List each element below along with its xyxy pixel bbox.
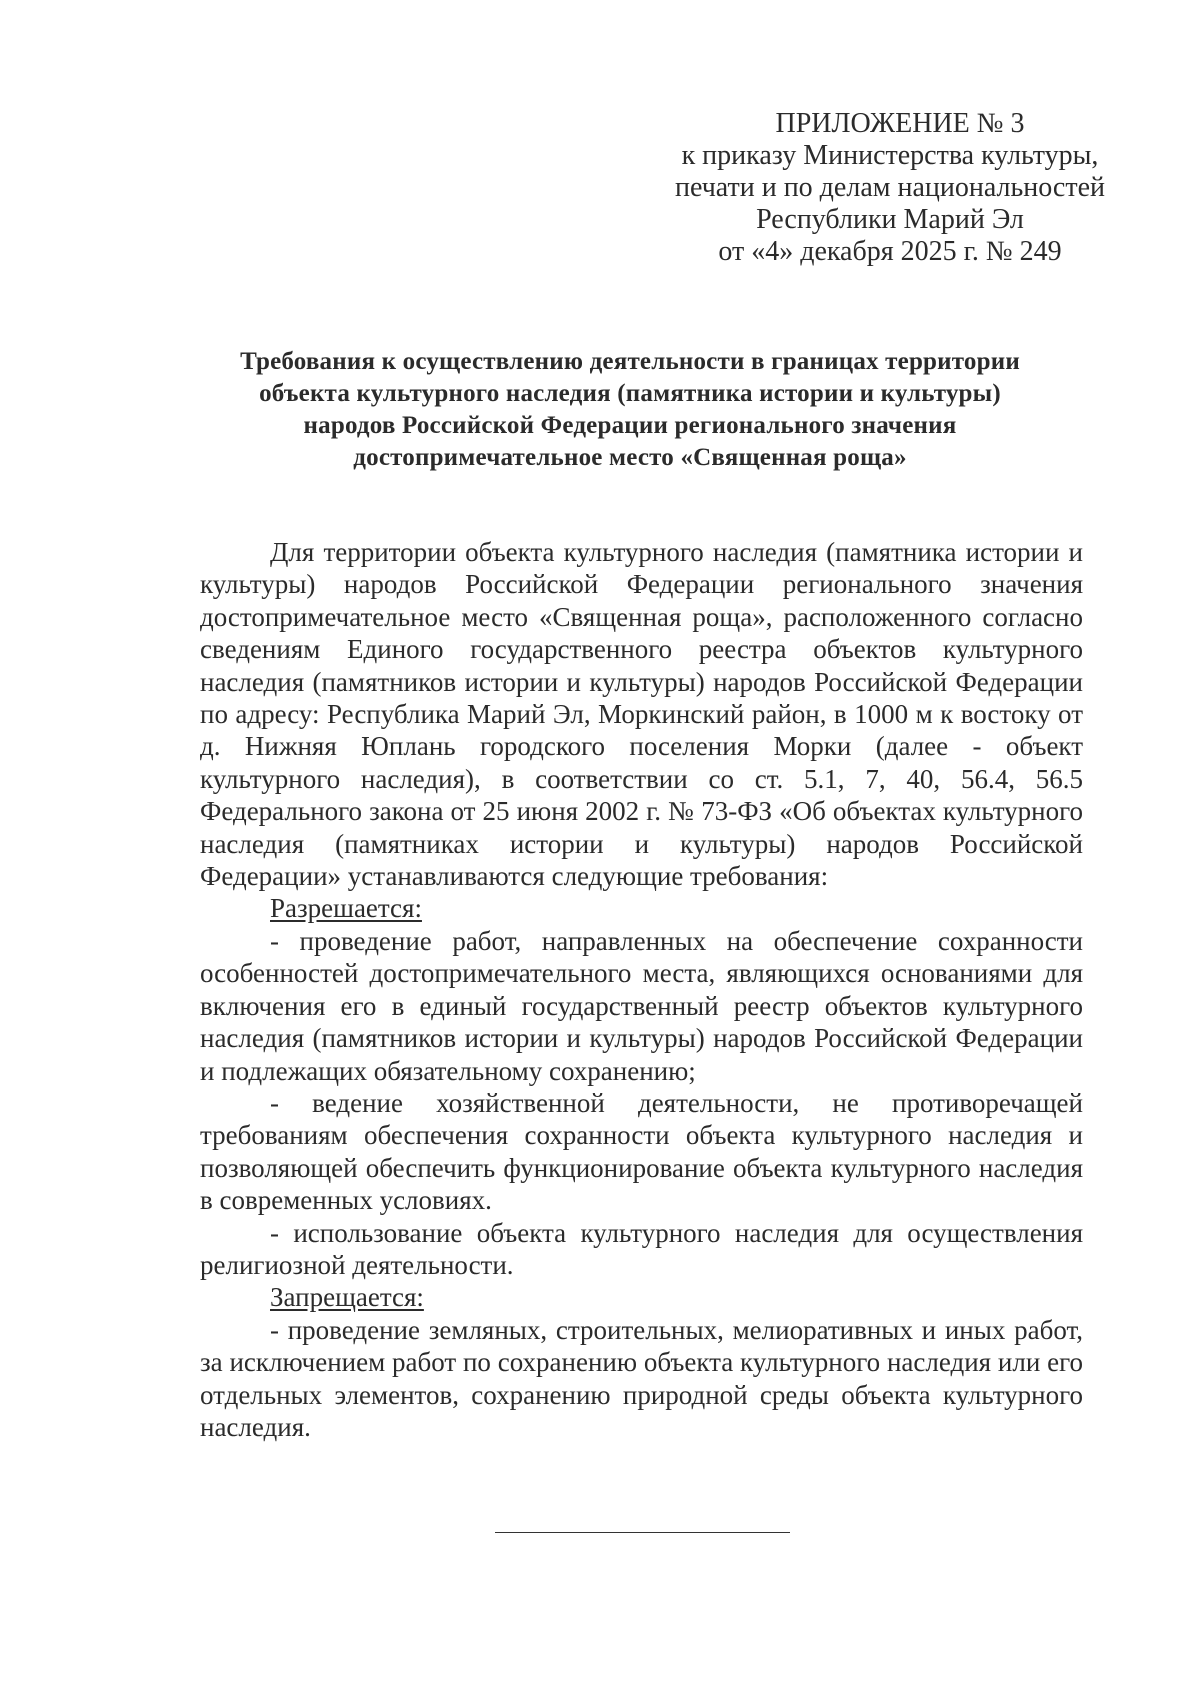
prohibited-item: - проведение земляных, строительных, мелиоративных и иных работ, за исключением работ по сохранению объекта культурного наследия или его отдельных элементов, сохранению природной среды объекта культурного наследия. <box>200 1314 1083 1442</box>
end-divider-line <box>495 1532 790 1533</box>
document-title <box>180 346 1080 474</box>
annex-line-ministry: печати и по делам национальностей <box>674 172 1106 203</box>
annex-line-republic: Республики Марий Эл <box>756 204 1024 235</box>
allowed-item: - ведение хозяйственной деятельности, не противоречащей требованиям обеспечения сохранности объекта культурного наследия и позволяющей обеспечить функционирование объекта культурного наследия в современных условиях. <box>200 1087 1083 1216</box>
annex-block <box>660 108 1120 268</box>
title-line: народов Российской Федерации регионального значения <box>303 412 957 439</box>
document-body <box>200 536 1083 1443</box>
title-line: достопримечательное место «Священная роща» <box>353 444 907 471</box>
title-line: Требования к осуществлению деятельности в границах территории <box>240 348 1020 375</box>
prohibited-heading: Запрещается: <box>270 1282 424 1313</box>
annex-line-date: от «4» декабря 2025 г. № 249 <box>718 236 1062 267</box>
annex-line-order: к приказу Министерства культуры, <box>681 140 1099 171</box>
allowed-heading: Разрешается: <box>270 893 422 924</box>
intro-paragraph: Для территории объекта культурного наследия (памятника истории и культуры) народов Российской Федерации регионального значения достопримечательное место «Священная роща», расположенного согласно сведениям Единого государственного реестра объектов культурного наследия (памятников истории и культуры) народов Российской Федерации по адресу: Республика Марий Эл, Моркинский район, в 1000 м к востоку от д. Нижняя Юплань городского поселения Морки (далее - объект культурного наследия), в соответствии со ст. 5.1, 7, 40, 56.4, 56.5 Федерального закона от 25 июня 2002 г. № 73-ФЗ «Об объектах культурного наследия (памятниках истории и культуры) народов Российской Федерации» устанавливаются следующие требования: <box>200 537 1083 892</box>
annex-title: ПРИЛОЖЕНИЕ № 3 <box>775 108 1025 139</box>
allowed-item: - использование объекта культурного наследия для осуществления религиозной деятельности. <box>200 1217 1083 1280</box>
allowed-item: - проведение работ, направленных на обеспечение сохранности особенностей достопримечательного места, являющихся основаниями для включения его в единый государственный реестр объектов культурного наследия (памятников истории и культуры) народов Российской Федерации и подлежащих обязательному сохранению; <box>200 925 1083 1086</box>
title-line: объекта культурного наследия (памятника истории и культуры) <box>259 380 1001 407</box>
